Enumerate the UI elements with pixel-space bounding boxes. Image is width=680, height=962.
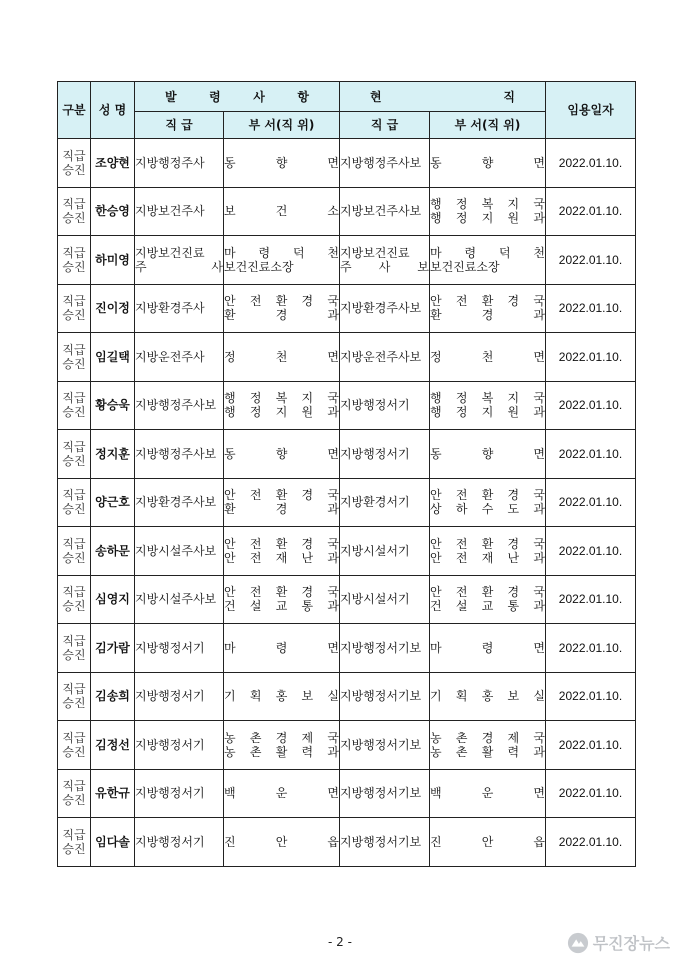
header-new-dept: 부 서(직 위): [224, 112, 340, 139]
new-rank-cell: 지방운전주사: [135, 333, 224, 382]
current-rank-cell: 지방행정서기보: [340, 769, 430, 818]
new-rank-cell: 지방행정서기: [135, 721, 224, 770]
table-row: [58, 139, 636, 188]
date-cell: 2022.01.10.: [546, 672, 636, 721]
current-rank-cell: 지방행정서기: [340, 430, 430, 479]
current-dept-cell: 동 향 면: [430, 430, 546, 479]
header-name: 성 명: [91, 82, 135, 139]
new-rank-cell: 지방행정주사보: [135, 381, 224, 430]
current-dept-cell: 동 향 면: [430, 139, 546, 188]
current-dept-cell: 백 운 면: [430, 769, 546, 818]
name-cell: 양근호: [91, 478, 135, 527]
current-dept-cell: 안 전 환 경 국 안 전 재 난 과: [430, 527, 546, 576]
category-cell: 직급 승진: [58, 769, 91, 818]
new-dept-cell: 동 향 면: [224, 139, 340, 188]
name-cell: 김가람: [91, 624, 135, 673]
header-order-group: 발 령 사 항: [135, 82, 340, 112]
header-gubun: 구분: [58, 82, 91, 139]
table-row: [58, 575, 636, 624]
watermark-text: 무진장뉴스: [592, 934, 670, 953]
name-cell: 하미영: [91, 236, 135, 285]
new-dept-cell: 백 운 면: [224, 769, 340, 818]
category-cell: 직급 승진: [58, 721, 91, 770]
new-rank-cell: 지방행정서기: [135, 624, 224, 673]
current-rank-cell: 지방행정서기보: [340, 672, 430, 721]
date-cell: 2022.01.10.: [546, 284, 636, 333]
table-row: [58, 381, 636, 430]
category-cell: 직급 승진: [58, 527, 91, 576]
name-cell: 황승욱: [91, 381, 135, 430]
current-dept-cell: 진 안 읍: [430, 818, 546, 867]
new-rank-cell: 지방보건진료 주 사: [135, 236, 224, 285]
category-cell: 직급 승진: [58, 672, 91, 721]
new-dept-cell: 보 건 소: [224, 187, 340, 236]
new-rank-cell: 지방환경주사: [135, 284, 224, 333]
name-cell: 한승영: [91, 187, 135, 236]
header-current-group: 현 직: [340, 82, 546, 112]
table-row: [58, 333, 636, 382]
header-cur-rank: 직 급: [340, 112, 430, 139]
name-cell: 정지훈: [91, 430, 135, 479]
new-dept-cell: 행 정 복 지 국 행 정 지 원 과: [224, 381, 340, 430]
category-cell: 직급 승진: [58, 381, 91, 430]
current-dept-cell: 행 정 복 지 국 행 정 지 원 과: [430, 187, 546, 236]
header-new-rank: 직 급: [135, 112, 224, 139]
header-cur-dept: 부 서(직 위): [430, 112, 546, 139]
appointment-table: [57, 81, 636, 867]
date-cell: 2022.01.10.: [546, 139, 636, 188]
name-cell: 진이정: [91, 284, 135, 333]
current-rank-cell: 지방행정서기: [340, 381, 430, 430]
name-cell: 임길택: [91, 333, 135, 382]
header-date: 임용일자: [546, 82, 636, 139]
current-dept-cell: 안 전 환 경 국 건 설 교 통 과: [430, 575, 546, 624]
new-rank-cell: 지방행정주사보: [135, 430, 224, 479]
date-cell: 2022.01.10.: [546, 721, 636, 770]
date-cell: 2022.01.10.: [546, 527, 636, 576]
current-rank-cell: 지방행정서기보: [340, 624, 430, 673]
current-dept-cell: 마 령 덕 천 보건진료소장: [430, 236, 546, 285]
date-cell: 2022.01.10.: [546, 818, 636, 867]
table-row: [58, 187, 636, 236]
current-rank-cell: 지방행정서기보: [340, 818, 430, 867]
date-cell: 2022.01.10.: [546, 624, 636, 673]
table-row: [58, 284, 636, 333]
current-dept-cell: 정 천 면: [430, 333, 546, 382]
name-cell: 김송희: [91, 672, 135, 721]
new-dept-cell: 안 전 환 경 국 건 설 교 통 과: [224, 575, 340, 624]
name-cell: 김정선: [91, 721, 135, 770]
category-cell: 직급 승진: [58, 624, 91, 673]
new-rank-cell: 지방시설주사보: [135, 527, 224, 576]
category-cell: 직급 승진: [58, 284, 91, 333]
category-cell: 직급 승진: [58, 236, 91, 285]
current-rank-cell: 지방환경주사보: [340, 284, 430, 333]
new-dept-cell: 마 령 덕 천 보건진료소장: [224, 236, 340, 285]
current-rank-cell: 지방행정서기보: [340, 721, 430, 770]
date-cell: 2022.01.10.: [546, 333, 636, 382]
new-dept-cell: 동 향 면: [224, 430, 340, 479]
current-rank-cell: 지방환경서기: [340, 478, 430, 527]
current-dept-cell: 마 령 면: [430, 624, 546, 673]
current-rank-cell: 지방보건주사보: [340, 187, 430, 236]
category-cell: 직급 승진: [58, 333, 91, 382]
new-rank-cell: 지방시설주사보: [135, 575, 224, 624]
new-dept-cell: 기 획 홍 보 실: [224, 672, 340, 721]
new-dept-cell: 정 천 면: [224, 333, 340, 382]
table-row: [58, 624, 636, 673]
name-cell: 임다솔: [91, 818, 135, 867]
date-cell: 2022.01.10.: [546, 430, 636, 479]
date-cell: 2022.01.10.: [546, 187, 636, 236]
new-dept-cell: 안 전 환 경 국 환 경 과: [224, 478, 340, 527]
new-rank-cell: 지방행정서기: [135, 672, 224, 721]
new-rank-cell: 지방행정주사: [135, 139, 224, 188]
new-dept-cell: 안 전 환 경 국 안 전 재 난 과: [224, 527, 340, 576]
new-dept-cell: 농 촌 경 제 국 농 촌 활 력 과: [224, 721, 340, 770]
new-dept-cell: 진 안 읍: [224, 818, 340, 867]
table-row: [58, 672, 636, 721]
name-cell: 유한규: [91, 769, 135, 818]
category-cell: 직급 승진: [58, 478, 91, 527]
current-rank-cell: 지방시설서기: [340, 575, 430, 624]
table-row: [58, 721, 636, 770]
page-number: - 2 -: [328, 935, 352, 949]
current-dept-cell: 안 전 환 경 국 환 경 과: [430, 284, 546, 333]
current-rank-cell: 지방운전주사보: [340, 333, 430, 382]
current-rank-cell: 지방시설서기: [340, 527, 430, 576]
new-rank-cell: 지방행정서기: [135, 769, 224, 818]
table-row: [58, 818, 636, 867]
new-dept-cell: 마 령 면: [224, 624, 340, 673]
date-cell: 2022.01.10.: [546, 478, 636, 527]
table-row: [58, 236, 636, 285]
new-rank-cell: 지방행정서기: [135, 818, 224, 867]
category-cell: 직급 승진: [58, 430, 91, 479]
date-cell: 2022.01.10.: [546, 236, 636, 285]
table-row: [58, 478, 636, 527]
watermark: [567, 931, 670, 954]
current-rank-cell: 지방행정주사보: [340, 139, 430, 188]
category-cell: 직급 승진: [58, 139, 91, 188]
current-dept-cell: 행 정 복 지 국 행 정 지 원 과: [430, 381, 546, 430]
current-dept-cell: 농 촌 경 제 국 농 촌 활 력 과: [430, 721, 546, 770]
current-dept-cell: 안 전 환 경 국 상 하 수 도 과: [430, 478, 546, 527]
category-cell: 직급 승진: [58, 818, 91, 867]
date-cell: 2022.01.10.: [546, 769, 636, 818]
new-rank-cell: 지방보건주사: [135, 187, 224, 236]
category-cell: 직급 승진: [58, 187, 91, 236]
date-cell: 2022.01.10.: [546, 575, 636, 624]
table-row: [58, 430, 636, 479]
name-cell: 조양현: [91, 139, 135, 188]
name-cell: 심영지: [91, 575, 135, 624]
table-row: [58, 527, 636, 576]
news-logo-icon: [567, 932, 589, 954]
date-cell: 2022.01.10.: [546, 381, 636, 430]
new-rank-cell: 지방환경주사보: [135, 478, 224, 527]
name-cell: 송하문: [91, 527, 135, 576]
appointment-rows: [58, 139, 636, 867]
new-dept-cell: 안 전 환 경 국 환 경 과: [224, 284, 340, 333]
table-row: [58, 769, 636, 818]
current-rank-cell: 지방보건진료 주 사 보: [340, 236, 430, 285]
current-dept-cell: 기 획 홍 보 실: [430, 672, 546, 721]
category-cell: 직급 승진: [58, 575, 91, 624]
